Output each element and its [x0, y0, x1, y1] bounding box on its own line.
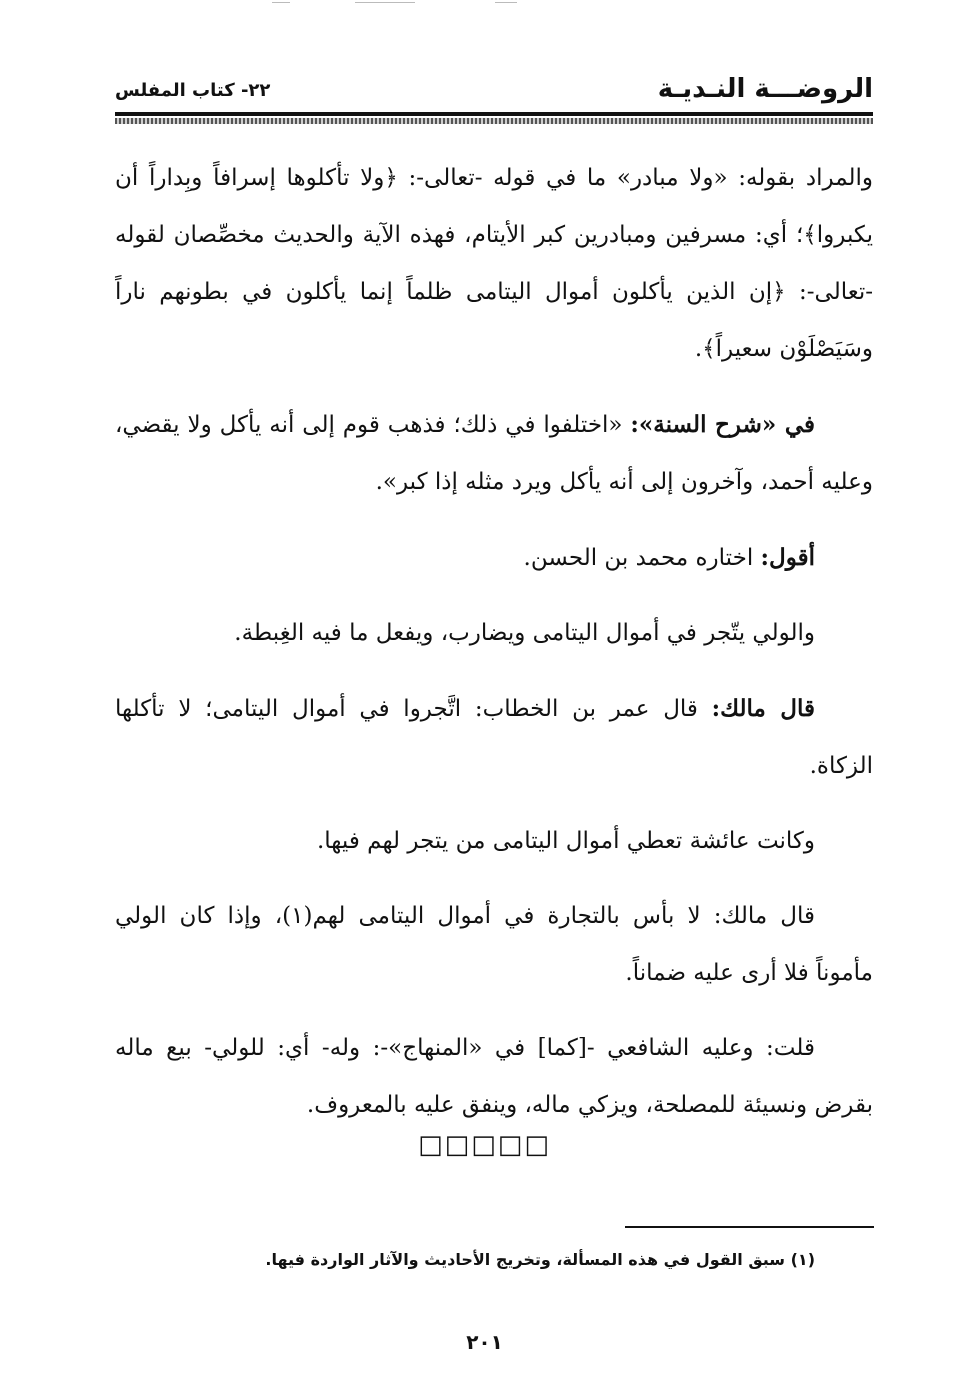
header-rule-pattern	[115, 118, 873, 124]
paragraph	[115, 888, 873, 1002]
page-number: ٢٠١	[466, 1330, 503, 1354]
scan-artifact	[272, 2, 290, 3]
paragraph-text: قال عمر بن الخطاب: اتَّجروا في أموال اليتامى؛ لا تأكلها الزكاة.	[115, 696, 873, 779]
paragraph	[115, 1020, 873, 1134]
paragraph-lead: قال مالك:	[711, 695, 816, 722]
paragraph-lead: في «شرح السنة»:	[630, 411, 815, 438]
paragraph	[115, 529, 873, 587]
book-title: الروضـــة النـديـة	[657, 74, 873, 104]
paragraph-text: اختاره محمد بن الحسن.	[523, 545, 761, 571]
footnote: (١) سبق القول في هذه المسألة، وتخريج الأحاديث والآثار الواردة فيها.	[265, 1250, 815, 1269]
main-text	[115, 150, 873, 1152]
paragraph	[115, 150, 873, 378]
paragraph	[115, 605, 873, 662]
chapter-title: ٢٢- كتاب المفلس	[115, 80, 271, 101]
paragraph-text: وكانت عائشة تعطي أموال اليتامى من يتجر لهم فيها.	[316, 828, 815, 854]
paragraph-text: «اختلفوا في ذلك؛ فذهب قوم إلى أنه يأكل ولا يقضي، وعليه أحمد، وآخرون إلى أنه يأكل ويرد مثله إذا كبر».	[115, 412, 873, 495]
paragraph	[115, 813, 873, 870]
scan-artifact	[495, 2, 517, 3]
paragraph-text: قلت: وعليه الشافعي -[كما] في «المنهاج»-: وله- أي: للولي- بيع ماله بقرض ونسيئة للمصلحة، ويزكي ماله، وينفق عليه بالمعروف.	[115, 1035, 873, 1118]
footnote-rule	[625, 1226, 874, 1228]
paragraph-text: قال مالك: لا بأس بالتجارة في أموال اليتامى لهم(١)، وإذا كان الولي مأموناً فلا أرى عليه ضماناً.	[115, 903, 873, 986]
scan-artifact	[355, 2, 415, 3]
paragraph-lead: أقول:	[760, 544, 815, 571]
running-header	[115, 70, 873, 110]
header-rule	[115, 112, 873, 116]
paragraph	[115, 396, 873, 511]
paragraph-text: والمراد بقوله: «ولا مبادر» ما في قوله -تعالى-: ﴿ولا تأكلوها إسرافاً وبِداراً أن يكبروا﴾؛ أي: مسرفين ومبادرين كبر الأيتام، فهذه الآية والحديث مخصِّصان لقوله -تعالى-: ﴿إن الذين يأكلون أموال اليتامى ظلماً إنما يأكلون في بطونهم ناراً وسَيَصْلَوْن سعيراً﴾.	[115, 165, 873, 362]
paragraph	[115, 680, 873, 795]
section-divider: □□□□□	[418, 1130, 551, 1160]
paragraph-text: والولي يتّجر في أموال اليتامى ويضارب، ويفعل ما فيه الغِبطة.	[234, 620, 815, 646]
